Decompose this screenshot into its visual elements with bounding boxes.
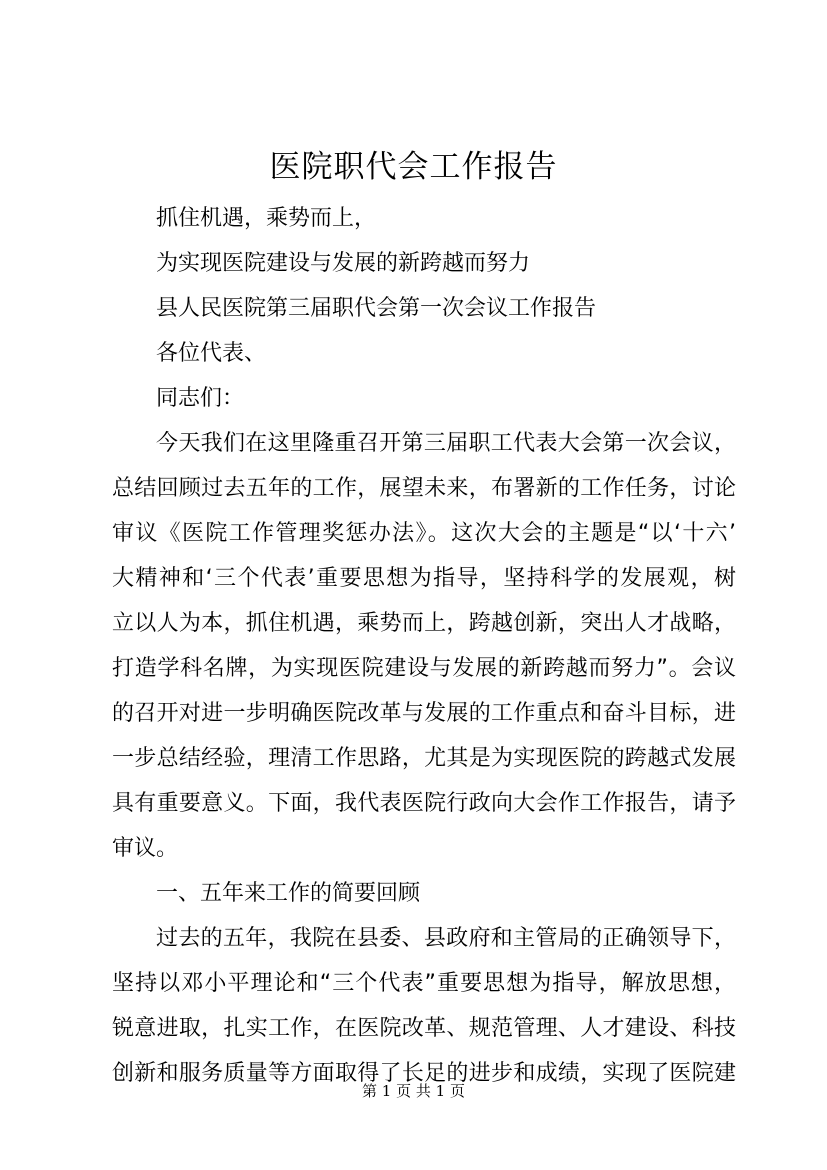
paragraph-line: 锐意进取，扎实工作，在医院改革、规范管理、人才建设、科技 [112, 1016, 736, 1041]
paragraph-line: 过去的五年，我院在县委、县政府和主管局的正确领导下， [156, 926, 736, 951]
section-heading: 一、五年来工作的简要回顾 [156, 881, 421, 906]
paragraph-line: 坚持以邓小平理论和“三个代表”重要思想为指导，解放思想， [112, 971, 737, 996]
paragraph-line: 审议。 [112, 836, 179, 861]
intro-line: 同志们： [156, 386, 245, 411]
paragraph-line: 总结回顾过去五年的工作，展望未来，布署新的工作任务，讨论 [112, 476, 736, 501]
paragraph-line: 一步总结经验，理清工作思路，尤其是为实现医院的跨越式发展 [112, 746, 736, 771]
page-footer: 第 1 页 共 1 页 [362, 1082, 465, 1100]
paragraph-line: 打造学科名牌，为实现医院建设与发展的新跨越而努力”。会议 [112, 656, 736, 681]
intro-line: 抓住机遇，乘势而上， [156, 206, 377, 231]
paragraph-line: 立以人为本，抓住机遇，乘势而上，跨越创新，突出人才战略， [112, 611, 736, 636]
paragraph-line: 审议《医院工作管理奖惩办法》。这次大会的主题是“以‘十六’ [112, 521, 736, 546]
paragraph-line: 创新和服务质量等方面取得了长足的进步和成绩，实现了医院建 [112, 1061, 736, 1086]
intro-line: 为实现医院建设与发展的新跨越而努力 [156, 251, 531, 276]
paragraph-line: 大精神和‘三个代表’重要思想为指导，坚持科学的发展观，树 [112, 566, 736, 591]
paragraph-line: 具有重要意义。下面，我代表医院行政向大会作工作报告，请予 [112, 791, 736, 816]
document-body [112, 196, 736, 1096]
intro-line: 各位代表、 [156, 341, 267, 366]
paragraph-line: 的召开对进一步明确医院改革与发展的工作重点和奋斗目标，进 [112, 701, 736, 726]
paragraph-line: 今天我们在这里隆重召开第三届职工代表大会第一次会议， [156, 431, 736, 456]
document-title: 医院职代会工作报告 [269, 149, 558, 185]
intro-line: 县人民医院第三届职代会第一次会议工作报告 [156, 296, 597, 321]
